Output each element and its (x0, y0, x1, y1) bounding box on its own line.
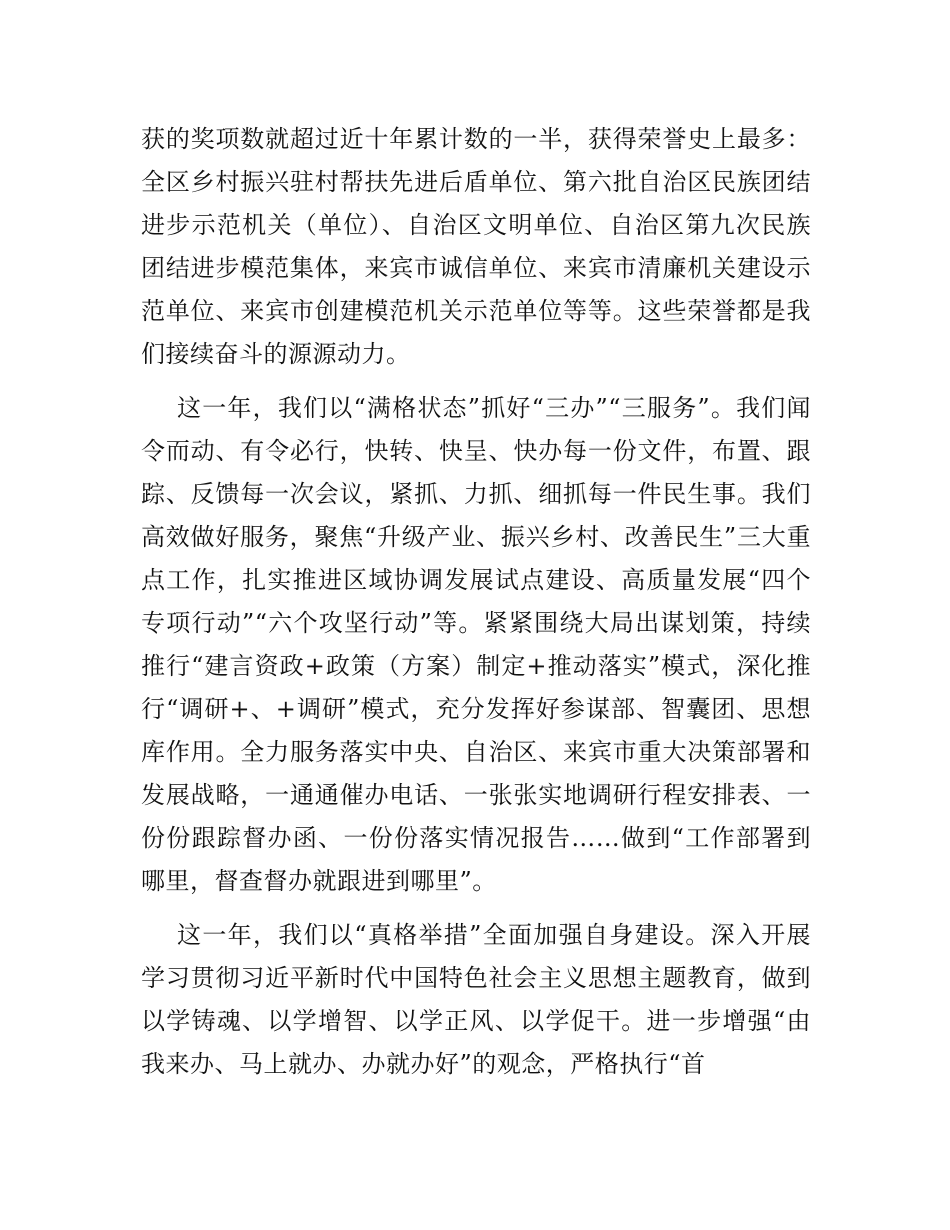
paragraph-1: 获的奖项数就超过近十年累计数的一半，获得荣誉史上最多：全区乡村振兴驻村帮扶先进后盾单位、第六批自治区民族团结进步示范机关（单位）、自治区文明单位、自治区第九次民族团结进步模范集体，来宾市诚信单位、来宾市清廉机关建设示范单位、来宾市创建模范机关示范单位等等。这些荣誉都是我们接续奋斗的源源动力。 (141, 125, 811, 368)
paragraph-2: 这一年，我们以“满格状态”抓好“三办”“三服务”。我们闻令而动、有令必行，快转、快呈、快办每一份文件，布置、跟踪、反馈每一次会议，紧抓、力抓、细抓每一件民生事。我们高效做好服务，聚焦“升级产业、振兴乡村、改善民生”三大重点工作，扎实推进区域协调发展试点建设、高质量发展“四个专项行动”“六个攻坚行动”等。紧紧围绕大局出谋划策，持续推行“建言资政+政策（方案）制定+推动落实”模式，深化推行“调研+、+调研”模式，充分发挥好参谋部、智囊团、思想库作用。全力服务落实中央、自治区、来宾市重大决策部署和发展战略，一通通催办电话、一张张实地调研行程安排表、一份份跟踪督办函、一份份落实情况报告……做到“工作部署到哪里，督查督办就跟进到哪里”。 (141, 394, 811, 895)
document-body (141, 118, 811, 1097)
paragraph-3: 这一年，我们以“真格举措”全面加强自身建设。深入开展学习贯彻习近平新时代中国特色社会主义思想主题教育，做到以学铸魂、以学增智、以学正风、以学促干。进一步增强“由我来办、马上就办、办就办好”的观念，严格执行“首 (141, 921, 811, 1078)
